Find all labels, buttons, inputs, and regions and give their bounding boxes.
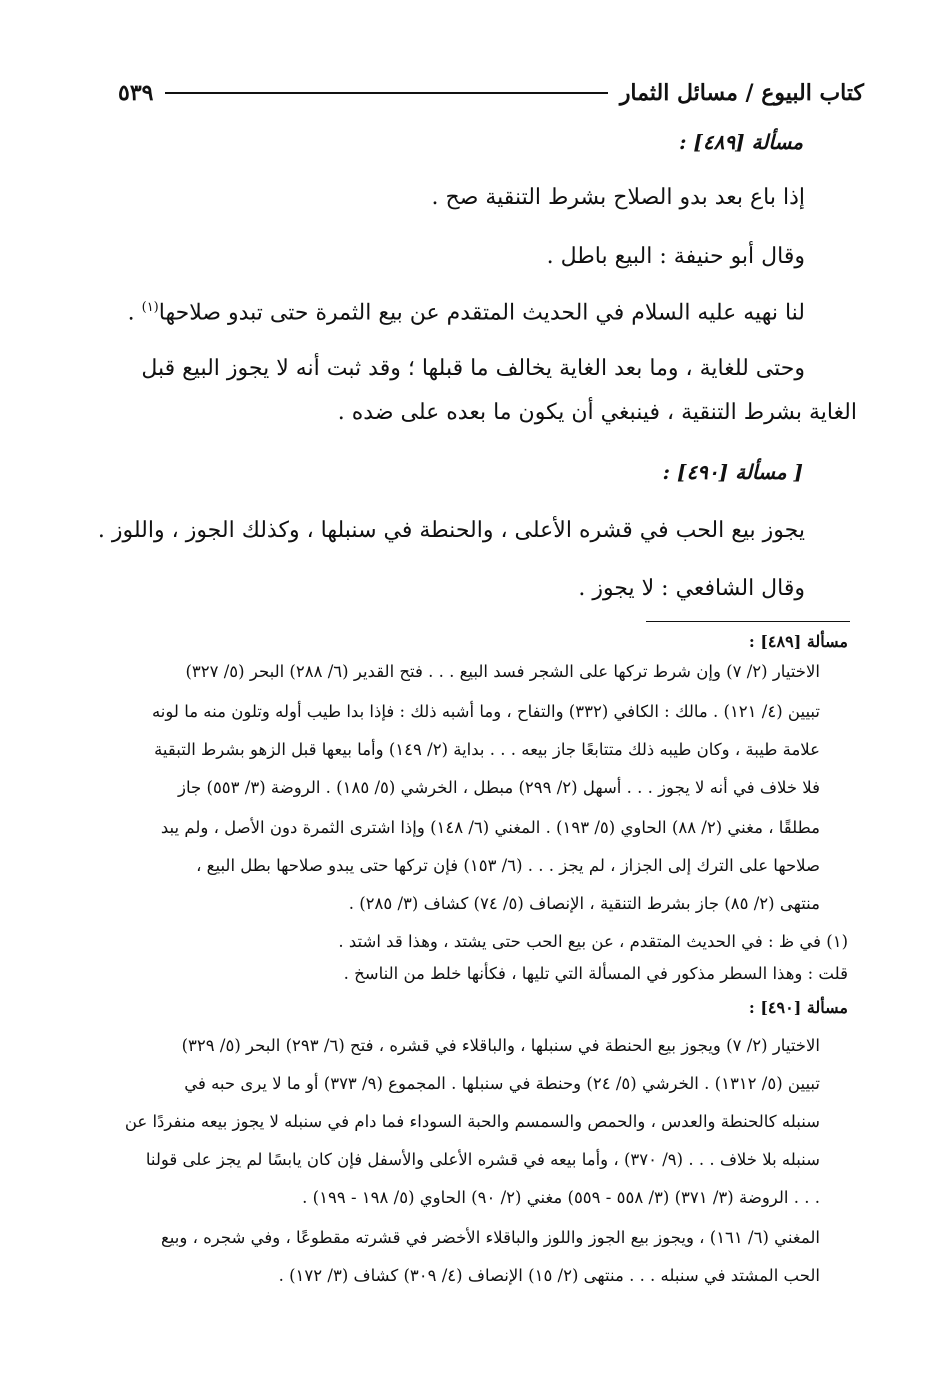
- footnote-489-line: فلا خلاف في أنه لا يجوز . . . أسهل (٢/ ٢٩٩) مبطل ، الخرشي (٥/ ١٨٥) . الروضة (٣/ ٥٥٣) جاز: [178, 778, 820, 797]
- issue-489-line-4: وحتى للغاية ، وما بعد الغاية يخالف ما قبلها ؛ وقد ثبت أنه لا يجوز البيع قبل: [141, 356, 805, 381]
- footnote-489-line: تبيين (٤/ ١٢١) . مالك : الكافي (٣٣٢) والتفاح ، وما أشبه ذلك : فإذا بدا طيب أوله وتلون منه ما لونه: [151, 702, 820, 721]
- footnote-490-line: الحب المشتد في سنبله . . . منتهى (٢/ ١٥) الإنصاف (٤/ ٣٠٩) كشاف (٣/ ١٧٢) .: [278, 1266, 820, 1285]
- footnote-489-line: منتهى (٢/ ٨٥) جاز بشرط التنقية ، الإنصاف (٥/ ٧٤) كشاف (٣/ ٢٨٥) .: [348, 894, 820, 913]
- footnote-489-line: مطلقًا ، مغني (٢/ ٨٨) الحاوي (٥/ ١٩٣) . المغني (٦/ ١٤٨) وإذا اشترى الثمرة دون الأصل ، ولم يبد: [160, 818, 820, 837]
- footnote-490-line: المغني (٦/ ١٦١) ، ويجوز بيع الجوز واللوز والباقلاء الأخضر في قشرته مقطوعًا ، وفي شجره ، وبيع: [161, 1228, 820, 1247]
- footnote-490-line: سنبله بلا خلاف . . . (٩/ ٣٧٠) ، وأما بيعه في قشره الأعلى والأسفل فإن كان يابسًا لم يجز على قولنا: [145, 1150, 820, 1169]
- issue-489-line-3-text: لنا نهيه عليه السلام في الحديث المتقدم عن بيع الثمرة حتى تبدو صلاحها: [158, 300, 805, 326]
- header-rule: [165, 92, 607, 94]
- issue-489-line-5: الغاية بشرط التنقية ، فينبغي أن يكون ما بعده على ضده .: [337, 400, 857, 425]
- footnote-489-line: علامة طيبة ، وكان طيبه ذلك متتابعًا جاز بيعه . . . بداية (٢/ ١٤٩) وأما بيعها قبل الزهو بشرط التبقية: [154, 740, 820, 759]
- issue-489-line-3-end: .: [127, 300, 142, 326]
- footnote-489-line: الاختيار (٢/ ٧) وإن شرط تركها على الشجر فسد البيع . . . فتح القدير (٦/ ٢٨٨) البحر (٥/ ٣٢٧): [185, 662, 820, 681]
- running-header: [118, 76, 864, 110]
- issue-490-line-2: وقال الشافعي : لا يجوز .: [578, 576, 805, 601]
- issue-489-heading: مسألة [٤٨٩] :: [679, 130, 803, 154]
- footnote-ref-1[interactable]: (١): [141, 300, 159, 315]
- issue-489-line-1: إذا باع بعد بدو الصلاح بشرط التنقية صح .: [431, 185, 805, 210]
- footnote-490-heading: مسألة [٤٩٠] :: [748, 998, 848, 1017]
- footnote-490-line: سنبله كالحنطة والعدس ، والحمص والسمسم والحبة السوداء فما دام في سنبله لا يجوز بيعه منفردًا عن: [124, 1112, 820, 1131]
- issue-490-heading: [ مسألة [٤٩٠] :: [662, 460, 803, 484]
- footnote-1: (١) في ظ : في الحديث المتقدم ، عن بيع الحب حتى يشتد ، وهذا قد اشتد .: [338, 932, 848, 951]
- footnote-489-heading: مسألة [٤٨٩] :: [748, 632, 848, 651]
- footnote-490-line: تبيين (٥/ ١٣١٢) . الخرشي (٥/ ٢٤) وحنطة في سنبلها . المجموع (٩/ ٣٧٣) أو ما لا يرى حبه في: [184, 1074, 820, 1093]
- page-number: ٥٣٩: [118, 80, 154, 106]
- footnote-separator: [646, 621, 850, 622]
- issue-489-line-2: وقال أبو حنيفة : البيع باطل .: [546, 244, 805, 269]
- footnote-1-comment: قلت : وهذا السطر مذكور في المسألة التي تليها ، فكأنها خلط من الناسخ .: [343, 964, 848, 983]
- footnote-490-line: الاختيار (٢/ ٧) ويجوز بيع الحنطة في سنبلها ، والباقلاء في قشره ، فتح (٦/ ٢٩٣) البحر (٥/ ٣٢٩): [181, 1036, 820, 1055]
- footnote-489-line: صلاحها على الترك إلى الجزاز ، لم يجز . . . (٦/ ١٥٣) فإن تركها حتى يبدو صلاحها بطل البيع ،: [196, 856, 820, 875]
- footnote-490-line: . . . الروضة (٣/ ٣٧١) (٣/ ٥٥٨ - ٥٥٩) مغني (٢/ ٩٠) الحاوي (٥/ ١٩٨ - ١٩٩) .: [302, 1188, 820, 1207]
- header-title: كتاب البيوع / مسائل الثمار: [619, 80, 864, 106]
- issue-489-line-3: [128, 300, 805, 325]
- issue-490-line-1: يجوز بيع الحب في قشره الأعلى ، والحنطة في سنبلها ، وكذلك الجوز ، واللوز .: [97, 518, 805, 543]
